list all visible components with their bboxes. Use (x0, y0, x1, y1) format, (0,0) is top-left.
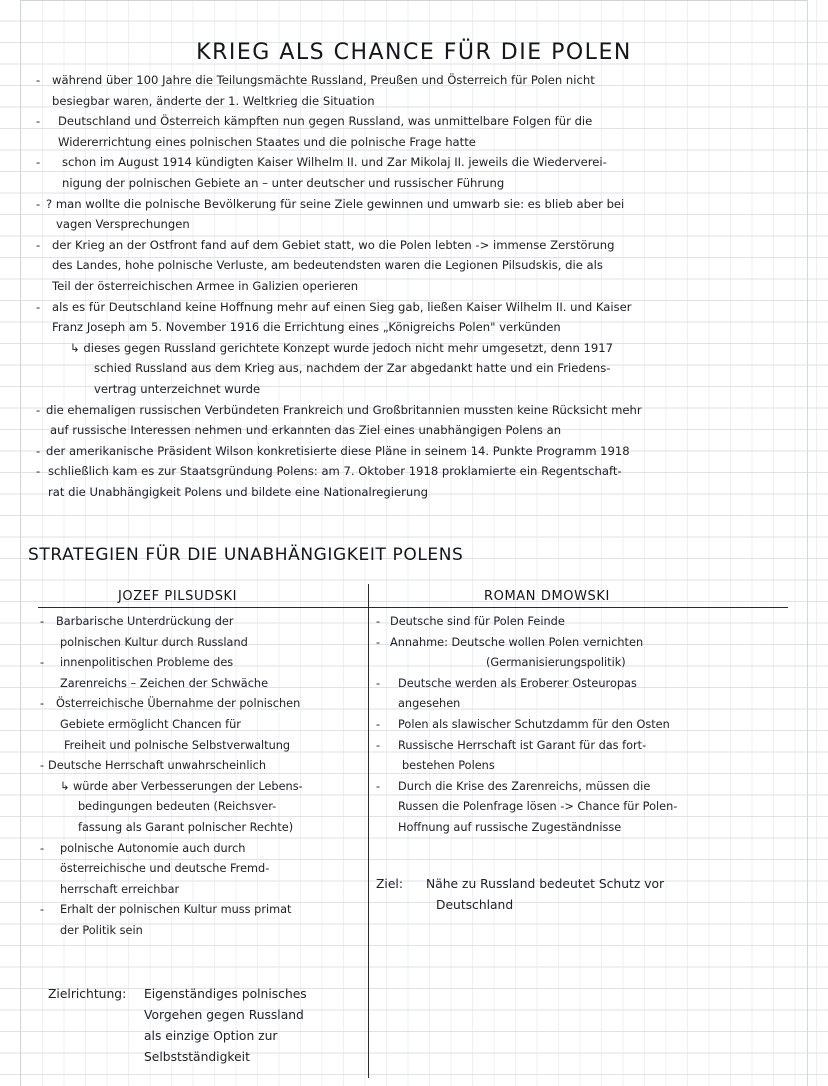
pilsudski-line (40, 921, 365, 942)
note-text: der amerikanische Präsident Wilson konkretisierte diese Pläne in seinem 14. Punkte Programm 1918 (46, 443, 630, 458)
pilsudski-text: Österreichische Übernahme der polnischen (56, 697, 301, 711)
note-text: vagen Versprechungen (56, 217, 190, 232)
note-line (36, 214, 802, 235)
note-text: Franz Joseph am 5. November 1916 die Errichtung eines „Königreichs Polen" verkünden (52, 320, 561, 335)
table-header-rule (38, 607, 788, 608)
note-text: vertrag unterzeichnet wurde (94, 381, 261, 396)
note-line (36, 111, 802, 132)
pilsudski-line (40, 777, 365, 798)
pilsudski-line (40, 694, 365, 715)
dmowski-ziel (376, 874, 796, 916)
note-line (36, 379, 802, 400)
note-text: rat die Unabhängigkeit Polens und bildete eine Nationalregierung (48, 484, 428, 499)
pilsudski-line (40, 900, 365, 921)
dmowski-text: bestehen Polens (402, 759, 495, 773)
note-line (36, 358, 802, 379)
dmowski-line (376, 694, 796, 715)
page-title: KRIEG ALS CHANCE FÜR DIE POLEN (196, 40, 632, 65)
bullet-dash: - (376, 635, 381, 649)
pilsudski-text: polnische Autonomie auch durch (60, 841, 246, 855)
pilsudski-text: Gebiete ermöglicht Chancen für (60, 717, 241, 731)
pilsudski-text: innenpolitischen Probleme des (60, 656, 234, 670)
note-line (36, 152, 802, 173)
dmowski-ziel-line: Deutschland (436, 898, 514, 912)
bullet-dash: - (40, 759, 45, 773)
bullet-dash: - (36, 73, 41, 87)
dmowski-line (376, 653, 796, 674)
pilsudski-text: polnischen Kultur durch Russland (60, 635, 248, 649)
pilsudski-ziel-line: Vorgehen gegen Russland (144, 1008, 304, 1022)
dmowski-text: Durch die Krise des Zarenreichs, müssen die (398, 779, 651, 793)
bullet-dash: - (40, 697, 45, 711)
table-column-divider (368, 584, 369, 1078)
pilsudski-text: herrschaft erreichbar (60, 882, 180, 896)
pilsudski-line (40, 612, 365, 633)
pilsudski-line (40, 653, 365, 674)
note-line (36, 70, 802, 91)
dmowski-text: Hoffnung auf russische Zugeständnisse (398, 820, 622, 834)
bullet-dash: - (376, 717, 381, 731)
pilsudski-text: österreichische und deutsche Fremd- (60, 862, 270, 876)
dmowski-text: (Germanisierungspolitik) (486, 656, 626, 670)
note-line (36, 420, 802, 441)
note-line (36, 173, 802, 194)
note-line (36, 194, 802, 215)
pilsudski-line (40, 756, 365, 777)
note-line (36, 400, 802, 421)
pilsudski-ziel-line: als einzige Option zur (144, 1029, 278, 1043)
dmowski-heading: ROMAN DMOWSKI (484, 589, 610, 604)
note-line (36, 297, 802, 318)
page-top-border (20, 0, 808, 1)
bullet-dash: - (376, 676, 381, 690)
note-line (36, 132, 802, 153)
bullet-dash: - (36, 155, 41, 170)
note-line (36, 461, 802, 482)
dmowski-text: Deutsche sind für Polen Feinde (390, 615, 565, 628)
pilsudski-text: Erhalt der polnischen Kultur muss primat (60, 903, 292, 917)
note-text: Widererrichtung eines polnischen Staates und die polnische Frage hatte (58, 134, 476, 149)
note-line (36, 91, 802, 112)
bullet-dash: - (40, 656, 45, 670)
pilsudski-text: Barbarische Unterdrückung der (56, 615, 234, 628)
pilsudski-ziel-line: Selbstständigkeit (144, 1050, 250, 1064)
pilsudski-ziel-label: Zielrichtung: (48, 987, 127, 1001)
note-text: ↳ dieses gegen Russland gerichtete Konzept wurde jedoch nicht mehr umgesetzt, denn 1917 (70, 340, 613, 355)
note-text: Deutschland und Österreich kämpften nun gegen Russland, was unmittelbare Folgen für die (58, 114, 593, 129)
note-text: die ehemaligen russischen Verbündeten Frankreich und Großbritannien mussten keine Rücksicht mehr (46, 402, 642, 417)
pilsudski-text: Zarenreichs – Zeichen der Schwäche (60, 676, 269, 690)
note-line (36, 255, 802, 276)
notes-list (36, 70, 802, 502)
note-text: schon im August 1914 kündigten Kaiser Wilhelm II. und Zar Mikolaj II. jeweils die Wiederverei- (62, 155, 607, 170)
note-text: der Krieg an der Ostfront fand auf dem Gebiet statt, wo die Polen lebten -> immense Zerstörung (52, 237, 615, 252)
dmowski-ziel-line: Nähe zu Russland bedeutet Schutz vor (426, 877, 665, 891)
note-text: als es für Deutschland keine Hoffnung mehr auf einen Sieg gab, ließen Kaiser Wilhelm II. und Kaiser (52, 299, 632, 314)
pilsudski-text: Freiheit und polnische Selbstverwaltung (64, 738, 291, 752)
dmowski-text: angesehen (398, 697, 461, 711)
bullet-dash: - (376, 738, 381, 752)
bullet-dash: - (376, 779, 381, 793)
pilsudski-text: der Politik sein (60, 923, 143, 937)
pilsudski-heading: JOZEF PILSUDSKI (118, 589, 238, 604)
note-text: schied Russland aus dem Krieg aus, nachdem der Zar abgedankt hatte und ein Friedens- (94, 361, 611, 376)
note-line (36, 235, 802, 256)
pilsudski-line (40, 674, 365, 695)
bullet-dash: - (36, 464, 41, 479)
pilsudski-line (40, 736, 365, 757)
dmowski-line (376, 818, 796, 839)
bullet-dash: - (376, 615, 381, 628)
strategies-heading: STRATEGIEN FÜR DIE UNABHÄNGIGKEIT POLENS (28, 545, 464, 565)
bullet-dash: - (40, 903, 45, 917)
page-right-border (807, 0, 808, 1086)
dmowski-line (376, 633, 796, 654)
dmowski-ziel-label: Ziel: (376, 877, 403, 891)
dmowski-line (376, 756, 796, 777)
pilsudski-text: fassung als Garant polnischer Rechte) (78, 820, 294, 834)
pilsudski-line (40, 839, 365, 860)
bullet-dash: - (36, 443, 41, 458)
bullet-dash: - (36, 299, 41, 314)
bullet-dash: - (36, 196, 41, 211)
note-line (36, 338, 802, 359)
pilsudski-line (40, 859, 365, 880)
pilsudski-column (40, 612, 365, 942)
dmowski-text: Russen die Polenfrage lösen -> Chance für Polen- (398, 800, 678, 814)
pilsudski-ziel (48, 984, 363, 1068)
page-left-border (20, 0, 21, 1086)
note-text: des Landes, hohe polnische Verluste, am bedeutendsten waren die Legionen Pilsudskis, die als (52, 258, 603, 273)
note-line (36, 441, 802, 462)
pilsudski-line (40, 818, 365, 839)
note-text: schließlich kam es zur Staatsgründung Polens: am 7. Oktober 1918 proklamierte ein Regentschaft- (48, 464, 622, 479)
note-line (36, 317, 802, 338)
dmowski-text: Deutsche werden als Eroberer Osteuropas (398, 676, 637, 690)
pilsudski-text: ↳ würde aber Verbesserungen der Lebens- (60, 779, 303, 793)
dmowski-line (376, 736, 796, 757)
bullet-dash: - (40, 841, 45, 855)
bullet-dash: - (40, 615, 45, 628)
dmowski-line (376, 612, 796, 633)
dmowski-text: Polen als slawischer Schutzdamm für den Osten (398, 717, 670, 731)
pilsudski-line (40, 797, 365, 818)
note-text: nigung der polnischen Gebiete an – unter deutscher und russischer Führung (62, 175, 505, 190)
pilsudski-text: bedingungen bedeuten (Reichsver- (78, 800, 277, 814)
note-line (36, 276, 802, 297)
note-text: ? man wollte die polnische Bevölkerung für seine Ziele gewinnen und umwarb sie: es blieb aber bei (46, 196, 625, 211)
note-line (36, 482, 802, 503)
dmowski-line (376, 674, 796, 695)
pilsudski-line (40, 880, 365, 901)
pilsudski-line (40, 715, 365, 736)
note-text: während über 100 Jahre die Teilungsmächte Russland, Preußen und Österreich für Polen nicht (52, 73, 595, 87)
note-text: auf russische Interessen nehmen und erkannten das Ziel eines unabhängigen Polens an (50, 423, 562, 438)
bullet-dash: - (36, 114, 41, 129)
bullet-dash: - (36, 402, 41, 417)
pilsudski-text: Deutsche Herrschaft unwahrscheinlich (48, 759, 266, 773)
pilsudski-ziel-line: Eigenständiges polnisches (144, 987, 307, 1001)
pilsudski-line (40, 633, 365, 654)
dmowski-text: Annahme: Deutsche wollen Polen vernichten (390, 635, 644, 649)
dmowski-text: Russische Herrschaft ist Garant für das fort- (398, 738, 647, 752)
dmowski-line (376, 797, 796, 818)
note-text: besiegbar waren, änderte der 1. Weltkrieg die Situation (52, 93, 375, 108)
dmowski-column (376, 612, 796, 839)
dmowski-line (376, 715, 796, 736)
bullet-dash: - (36, 237, 41, 252)
dmowski-line (376, 777, 796, 798)
note-text: Teil der österreichischen Armee in Galizien operieren (52, 278, 359, 293)
